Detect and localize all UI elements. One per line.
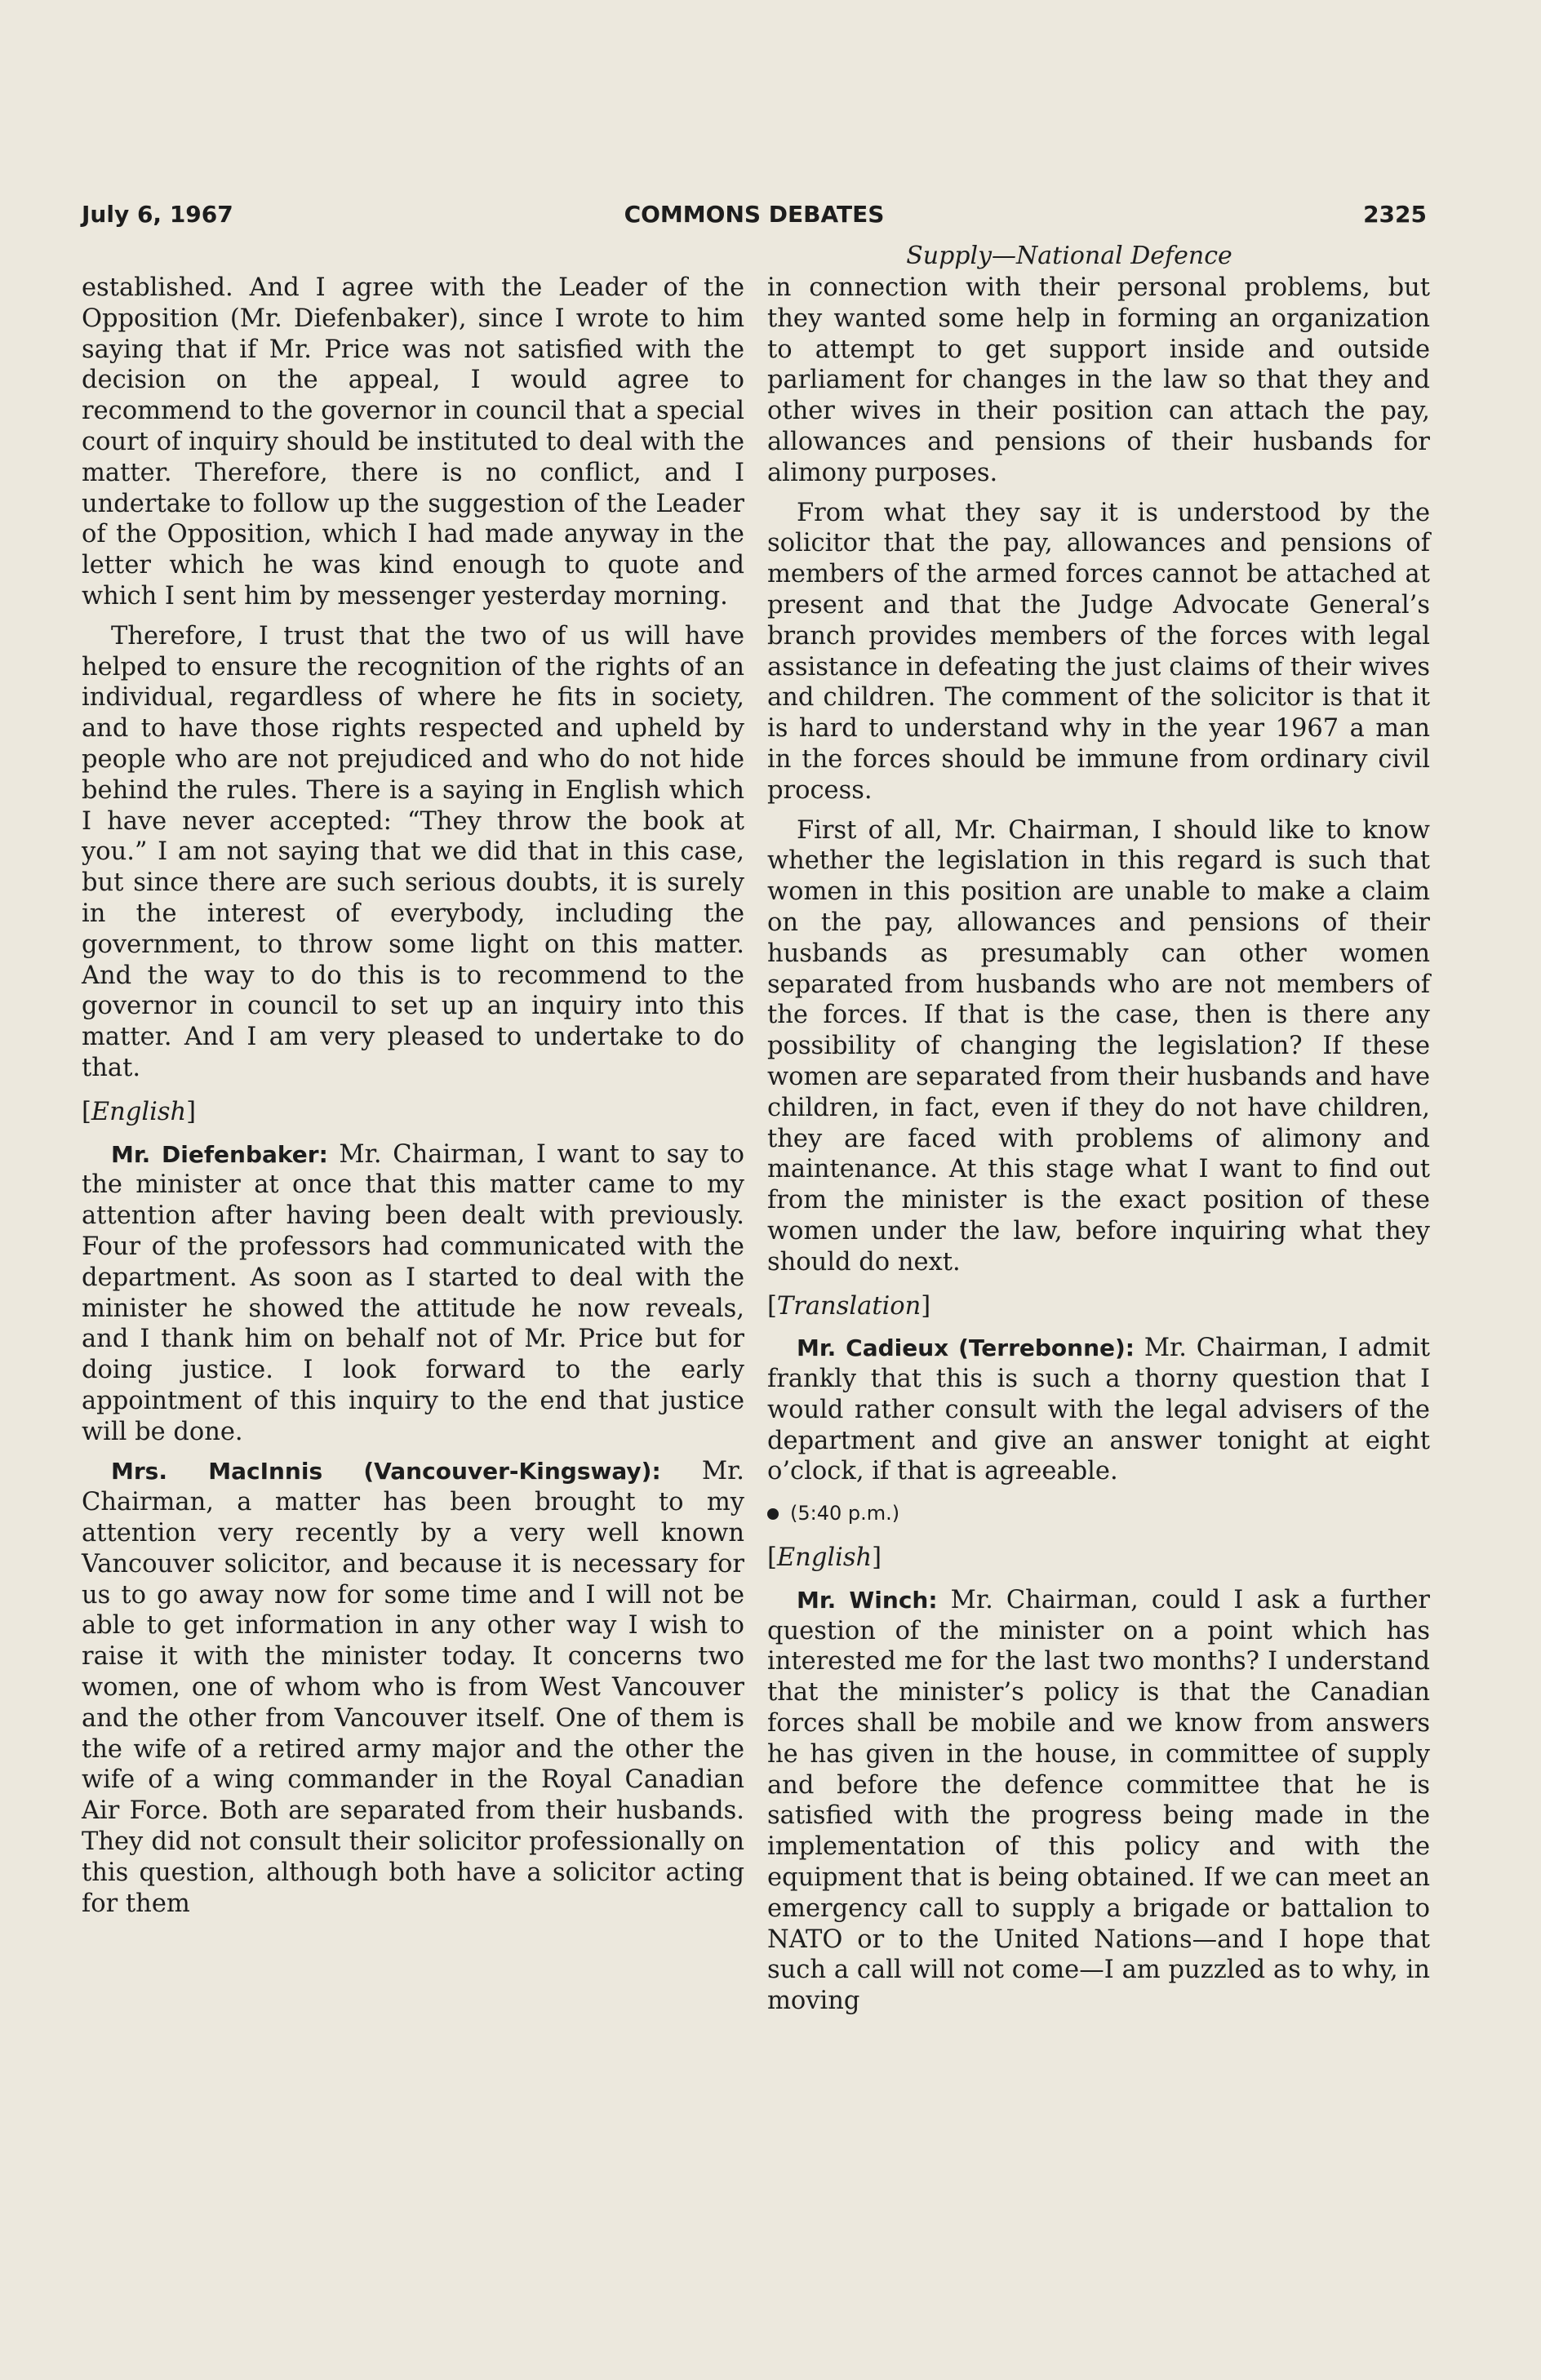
timestamp: (5:40 p.m.): [790, 1502, 900, 1525]
language-label: Translation: [776, 1291, 921, 1321]
speech-paragraph: [767, 1585, 1430, 2017]
speech-text: Mr. Chairman, I want to say to the minister at once that this matter came to my attention after having been dealt with previously. Four of the professors had communicated with the department. As soon as I started to deal with the minister he showed the attitude he now reveals, and I thank him on behalf not of Mr. Price but for doing justice. I look forward to the early appointment of this inquiry to the end that justice will be done.: [82, 1139, 744, 1446]
language-label: English: [91, 1097, 187, 1126]
language-marker: [English]: [767, 1543, 882, 1573]
paragraph: in connection with their personal problems, but they wanted some help in forming an organization to attempt to get support inside and outside parliament for changes in the law so that they and other wives in their position can attach the pay, allowances and pensions of their husbands for alimony purposes.: [767, 273, 1430, 487]
paragraph: established. And I agree with the Leader of the Opposition (Mr. Diefenbaker), since I wrote to him saying that if Mr. Price was not satisfied with the decision on the appeal, I would agree to recommend to the governor in council that a special court of inquiry should be instituted to deal with the matter. Therefore, there is no conflict, and I undertake to follow up the suggestion of the Leader of the Opposition, which I had made anyway in the letter which he was kind enough to quote and which I sent him by messenger yesterday morning.: [82, 273, 744, 611]
paragraph: Therefore, I trust that the two of us will have helped to ensure the recognition of the rights of an individual, regardless of where he fits in society, and to have those rights respected and upheld by people who are not prejudiced and who do not hide behind the rules. There is a saying in English which I have never accepted: “They throw the book at you.” I am not saying that we did that in this case, but since there are such serious doubts, it is surely in the interest of everybody, including the government, to throw some light on this matter. And the way to do this is to recommend to the governor in council to set up an inquiry into this matter. And I am very pleased to undertake to do that.: [82, 621, 744, 1082]
section-subheading: Supply—National Defence: [906, 242, 1232, 270]
header-page-number: 2325: [1363, 201, 1427, 228]
speaker-name: Mrs. MacInnis (Vancouver-Kingsway):: [111, 1458, 661, 1485]
speech-text: Mr. Chairman, I admit frankly that this is such a thorny question that I would rather consult with the legal advisers of the department and give an answer tonight at eight o’clock, if that is agreeable.: [767, 1334, 1430, 1486]
language-marker: [Translation]: [767, 1291, 931, 1321]
paragraph: First of all, Mr. Chairman, I should like to know whether the legislation in this regard is such that women in this position are unable to make a claim on the pay, allowances and pensions of their husbands as presumably can other women separated from husbands who are not members of the forces. If that is the case, then is there any possibility of changing the legislation? If these women are separated from their husbands and have children, in fact, even if they do not have children, they are faced with problems of alimony and maintenance. At this stage what I want to find out from the minister is the exact position of these women under the law, before inquiring what they should do next.: [767, 815, 1430, 1277]
language-marker: [English]: [82, 1097, 197, 1126]
timestamp-marker: [767, 1499, 1430, 1530]
speaker-name: Mr. Diefenbaker:: [111, 1140, 328, 1168]
speech-paragraph: [767, 1333, 1430, 1487]
language-label: English: [776, 1543, 873, 1573]
page-header: [82, 201, 1427, 233]
header-title: COMMONS DEBATES: [624, 201, 885, 228]
header-date: July 6, 1967: [82, 201, 233, 228]
bullet-icon: [767, 1508, 779, 1520]
left-column: [82, 273, 744, 1928]
paragraph: From what they say it is understood by the solicitor that the pay, allowances and pensions of members of the armed forces cannot be attached at present and that the Judge Advocate General’s branch provides members of the forces with legal assistance in defeating the just claims of their wives and children. The comment of the solicitor is that it is hard to understand why in the year 1967 a man in the forces should be immune from ordinary civil process.: [767, 498, 1430, 805]
speaker-name: Mr. Cadieux (Terrebonne):: [797, 1334, 1135, 1362]
speech-paragraph: [82, 1139, 744, 1448]
speech-text: Mr. Chairman, could I ask a further question of the minister on a point which has interested me for the last two months? I understand that the minister’s policy is that the Canadian forces shall be mobile and we know from answers he has given in the house, in committee of supply and before the defence committee that he is satisfied with the progress being made in the implementation of this policy and with the equipment that is being obtained. If we can meet an emergency call to supply a brigade or battalion to NATO or to the United Nations—and I hope that such a call will not come—I am puzzled as to why, in moving: [767, 1585, 1430, 2016]
right-column: [767, 273, 1430, 2026]
speaker-name: Mr. Winch:: [797, 1586, 938, 1614]
speech-paragraph: [82, 1456, 744, 1919]
speech-text: Mr. Chairman, a matter has been brought to my attention very recently by a very well known Vancouver solicitor, and because it is necessary for us to go away now for some time and I will not be able to get information in any other way I wish to raise it with the minister today. It concerns two women, one of whom who is from West Vancouver and the other from Vancouver itself. One of them is the wife of a retired army major and the other the wife of a wing commander in the Royal Canadian Air Force. Both are separated from their husbands. They did not consult their solicitor professionally on this question, although both have a solicitor acting for them: [82, 1457, 744, 1918]
